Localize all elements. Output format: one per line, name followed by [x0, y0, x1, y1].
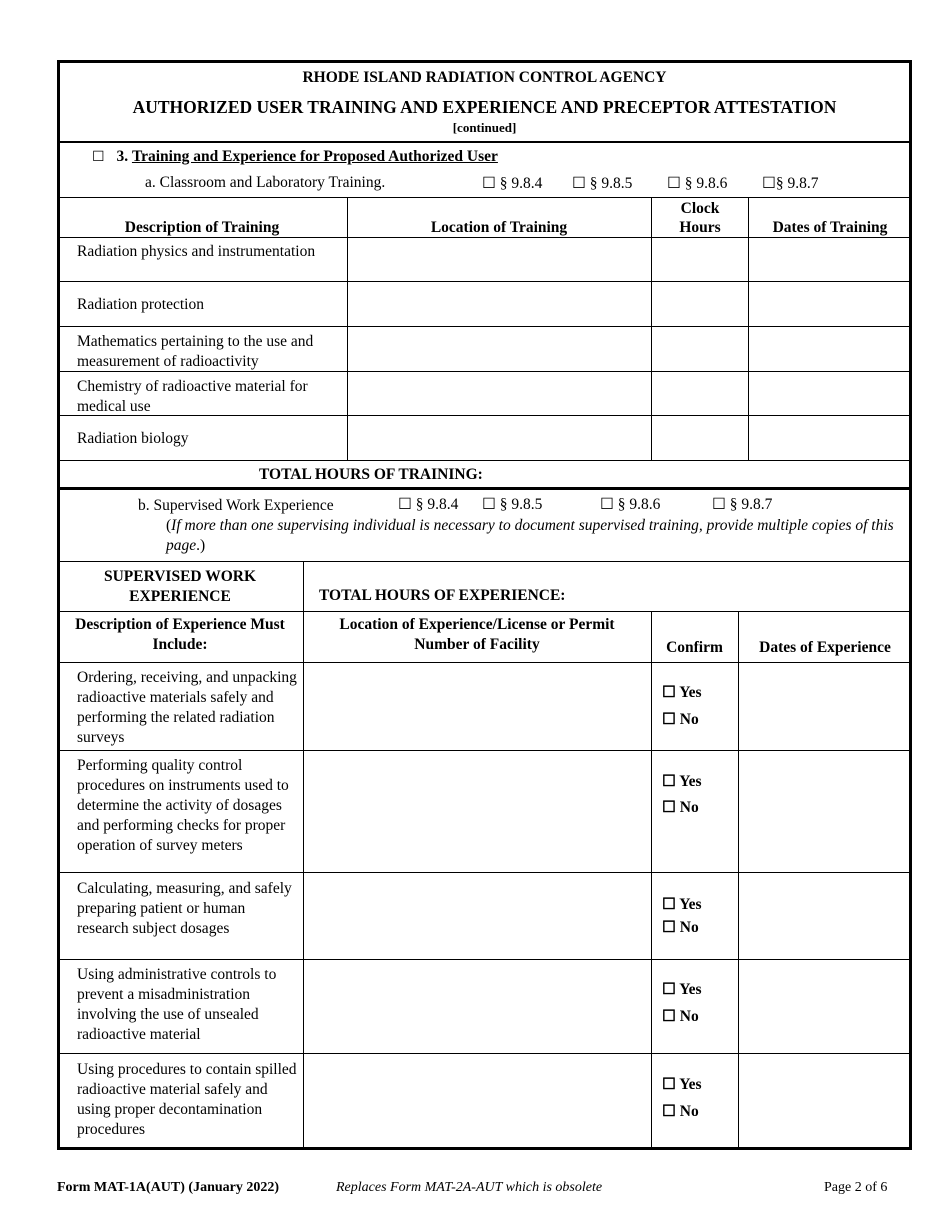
footer-replaces-note: Replaces Form MAT-2A-AUT which is obsolete	[336, 1180, 603, 1195]
confirm-no-checkbox[interactable]: ☐ No	[662, 919, 699, 936]
supervised-label: b. Supervised Work Experience	[138, 497, 334, 514]
training-row-divider	[57, 281, 912, 282]
experience-col-divider	[651, 611, 652, 1149]
classroom-option-987[interactable]: ☐§ 9.8.7	[762, 175, 819, 192]
experience-col-divider	[303, 561, 304, 1149]
experience-header-divider	[57, 662, 912, 663]
classroom-option-985[interactable]: ☐ § 9.8.5	[572, 175, 633, 192]
footer-form-id: Form MAT-1A(AUT) (January 2022)	[57, 1180, 280, 1195]
confirm-no-checkbox[interactable]: ☐ No	[662, 1008, 699, 1025]
experience-row-description: Using administrative controls to prevent a misadministration involving the use of unsealed radioactive material	[77, 966, 277, 1043]
experience-row-divider	[57, 1053, 912, 1054]
experience-table-top	[57, 561, 912, 562]
training-row-description: Radiation protection	[77, 296, 204, 313]
training-header-hours: Clock Hours	[679, 200, 721, 236]
confirm-yes-checkbox[interactable]: ☐ Yes	[662, 1076, 702, 1093]
experience-row-divider	[57, 750, 912, 751]
training-table-top	[57, 197, 912, 198]
section3-title: Training and Experience for Proposed Authorized User	[131, 148, 498, 165]
experience-row-description: Using procedures to contain spilled radioactive material safely and using proper decontamination procedures	[77, 1061, 297, 1138]
confirm-no-checkbox[interactable]: ☐ No	[662, 799, 699, 816]
training-row-description: Mathematics pertaining to the use and measurement of radioactivity	[77, 333, 314, 370]
experience-col-divider	[738, 611, 739, 1149]
footer-page-number: Page 2 of 6	[824, 1180, 888, 1195]
confirm-no-checkbox[interactable]: ☐ No	[662, 711, 699, 728]
confirm-yes-checkbox[interactable]: ☐ Yes	[662, 981, 702, 998]
training-row-description: Chemistry of radioactive material for medical use	[77, 378, 308, 415]
section3-row	[92, 148, 498, 166]
experience-subheader-divider	[57, 611, 912, 612]
continued-note: [continued]	[452, 120, 517, 135]
supervised-option-986[interactable]: ☐ § 9.8.6	[600, 496, 661, 513]
supervised-work-experience-label: SUPERVISED WORK EXPERIENCE	[103, 568, 257, 605]
confirm-no-checkbox[interactable]: ☐ No	[662, 1103, 699, 1120]
supervised-option-987[interactable]: ☐ § 9.8.7	[712, 496, 773, 513]
confirm-yes-checkbox[interactable]: ☐ Yes	[662, 773, 702, 790]
training-header-description: Description of Training	[124, 219, 280, 236]
supervised-note-italic: If more than one supervising individual is necessary to document supervised training, provide multiple copies of this page	[166, 517, 894, 554]
training-table-bottom	[57, 487, 912, 490]
training-header-dates: Dates of Training	[772, 219, 888, 236]
section3-checkbox[interactable]: ☐	[92, 149, 105, 165]
experience-row-divider	[57, 872, 912, 873]
training-header-location: Location of Training	[430, 219, 568, 236]
classroom-label: a. Classroom and Laboratory Training.	[145, 174, 386, 191]
header-divider	[57, 141, 912, 143]
training-row-description: Radiation biology	[77, 430, 189, 447]
confirm-yes-checkbox[interactable]: ☐ Yes	[662, 896, 702, 913]
supervised-note: (If more than one supervising individual is necessary to document supervised training, provide multiple copies of this page.)	[166, 517, 894, 554]
training-row-divider	[57, 460, 912, 461]
training-col-divider	[651, 197, 652, 460]
total-experience-hours-label: TOTAL HOURS OF EXPERIENCE:	[319, 587, 566, 604]
supervised-option-984[interactable]: ☐ § 9.8.4	[398, 496, 459, 513]
experience-row-description: Performing quality control procedures on instruments used to determine the activity of dosages and performing checks for proper operation of survey meters	[77, 757, 289, 854]
experience-header-confirm: Confirm	[666, 639, 723, 656]
supervised-option-985[interactable]: ☐ § 9.8.5	[482, 496, 543, 513]
total-training-hours-label: TOTAL HOURS OF TRAINING:	[259, 466, 483, 483]
confirm-yes-checkbox[interactable]: ☐ Yes	[662, 684, 702, 701]
form-title: AUTHORIZED USER TRAINING AND EXPERIENCE AND PRECEPTOR ATTESTATION	[132, 97, 837, 117]
experience-row-description: Calculating, measuring, and safely preparing patient or human research subject dosages	[77, 880, 292, 937]
experience-header-description: Description of Experience Must Include:	[75, 616, 285, 653]
section3-number: 3.	[116, 148, 129, 165]
experience-header-location: Location of Experience/License or Permit Number of Facility	[339, 616, 615, 653]
experience-header-dates: Dates of Experience	[759, 639, 891, 656]
classroom-option-986[interactable]: ☐ § 9.8.6	[667, 175, 728, 192]
classroom-option-984[interactable]: ☐ § 9.8.4	[482, 175, 543, 192]
training-row-description: Radiation physics and instrumentation	[77, 243, 316, 260]
experience-row-description: Ordering, receiving, and unpacking radioactive materials safely and performing the related radiation surveys	[77, 669, 297, 746]
agency-name: RHODE ISLAND RADIATION CONTROL AGENCY	[302, 69, 667, 86]
training-row-divider	[57, 326, 912, 327]
experience-row-divider	[57, 959, 912, 960]
